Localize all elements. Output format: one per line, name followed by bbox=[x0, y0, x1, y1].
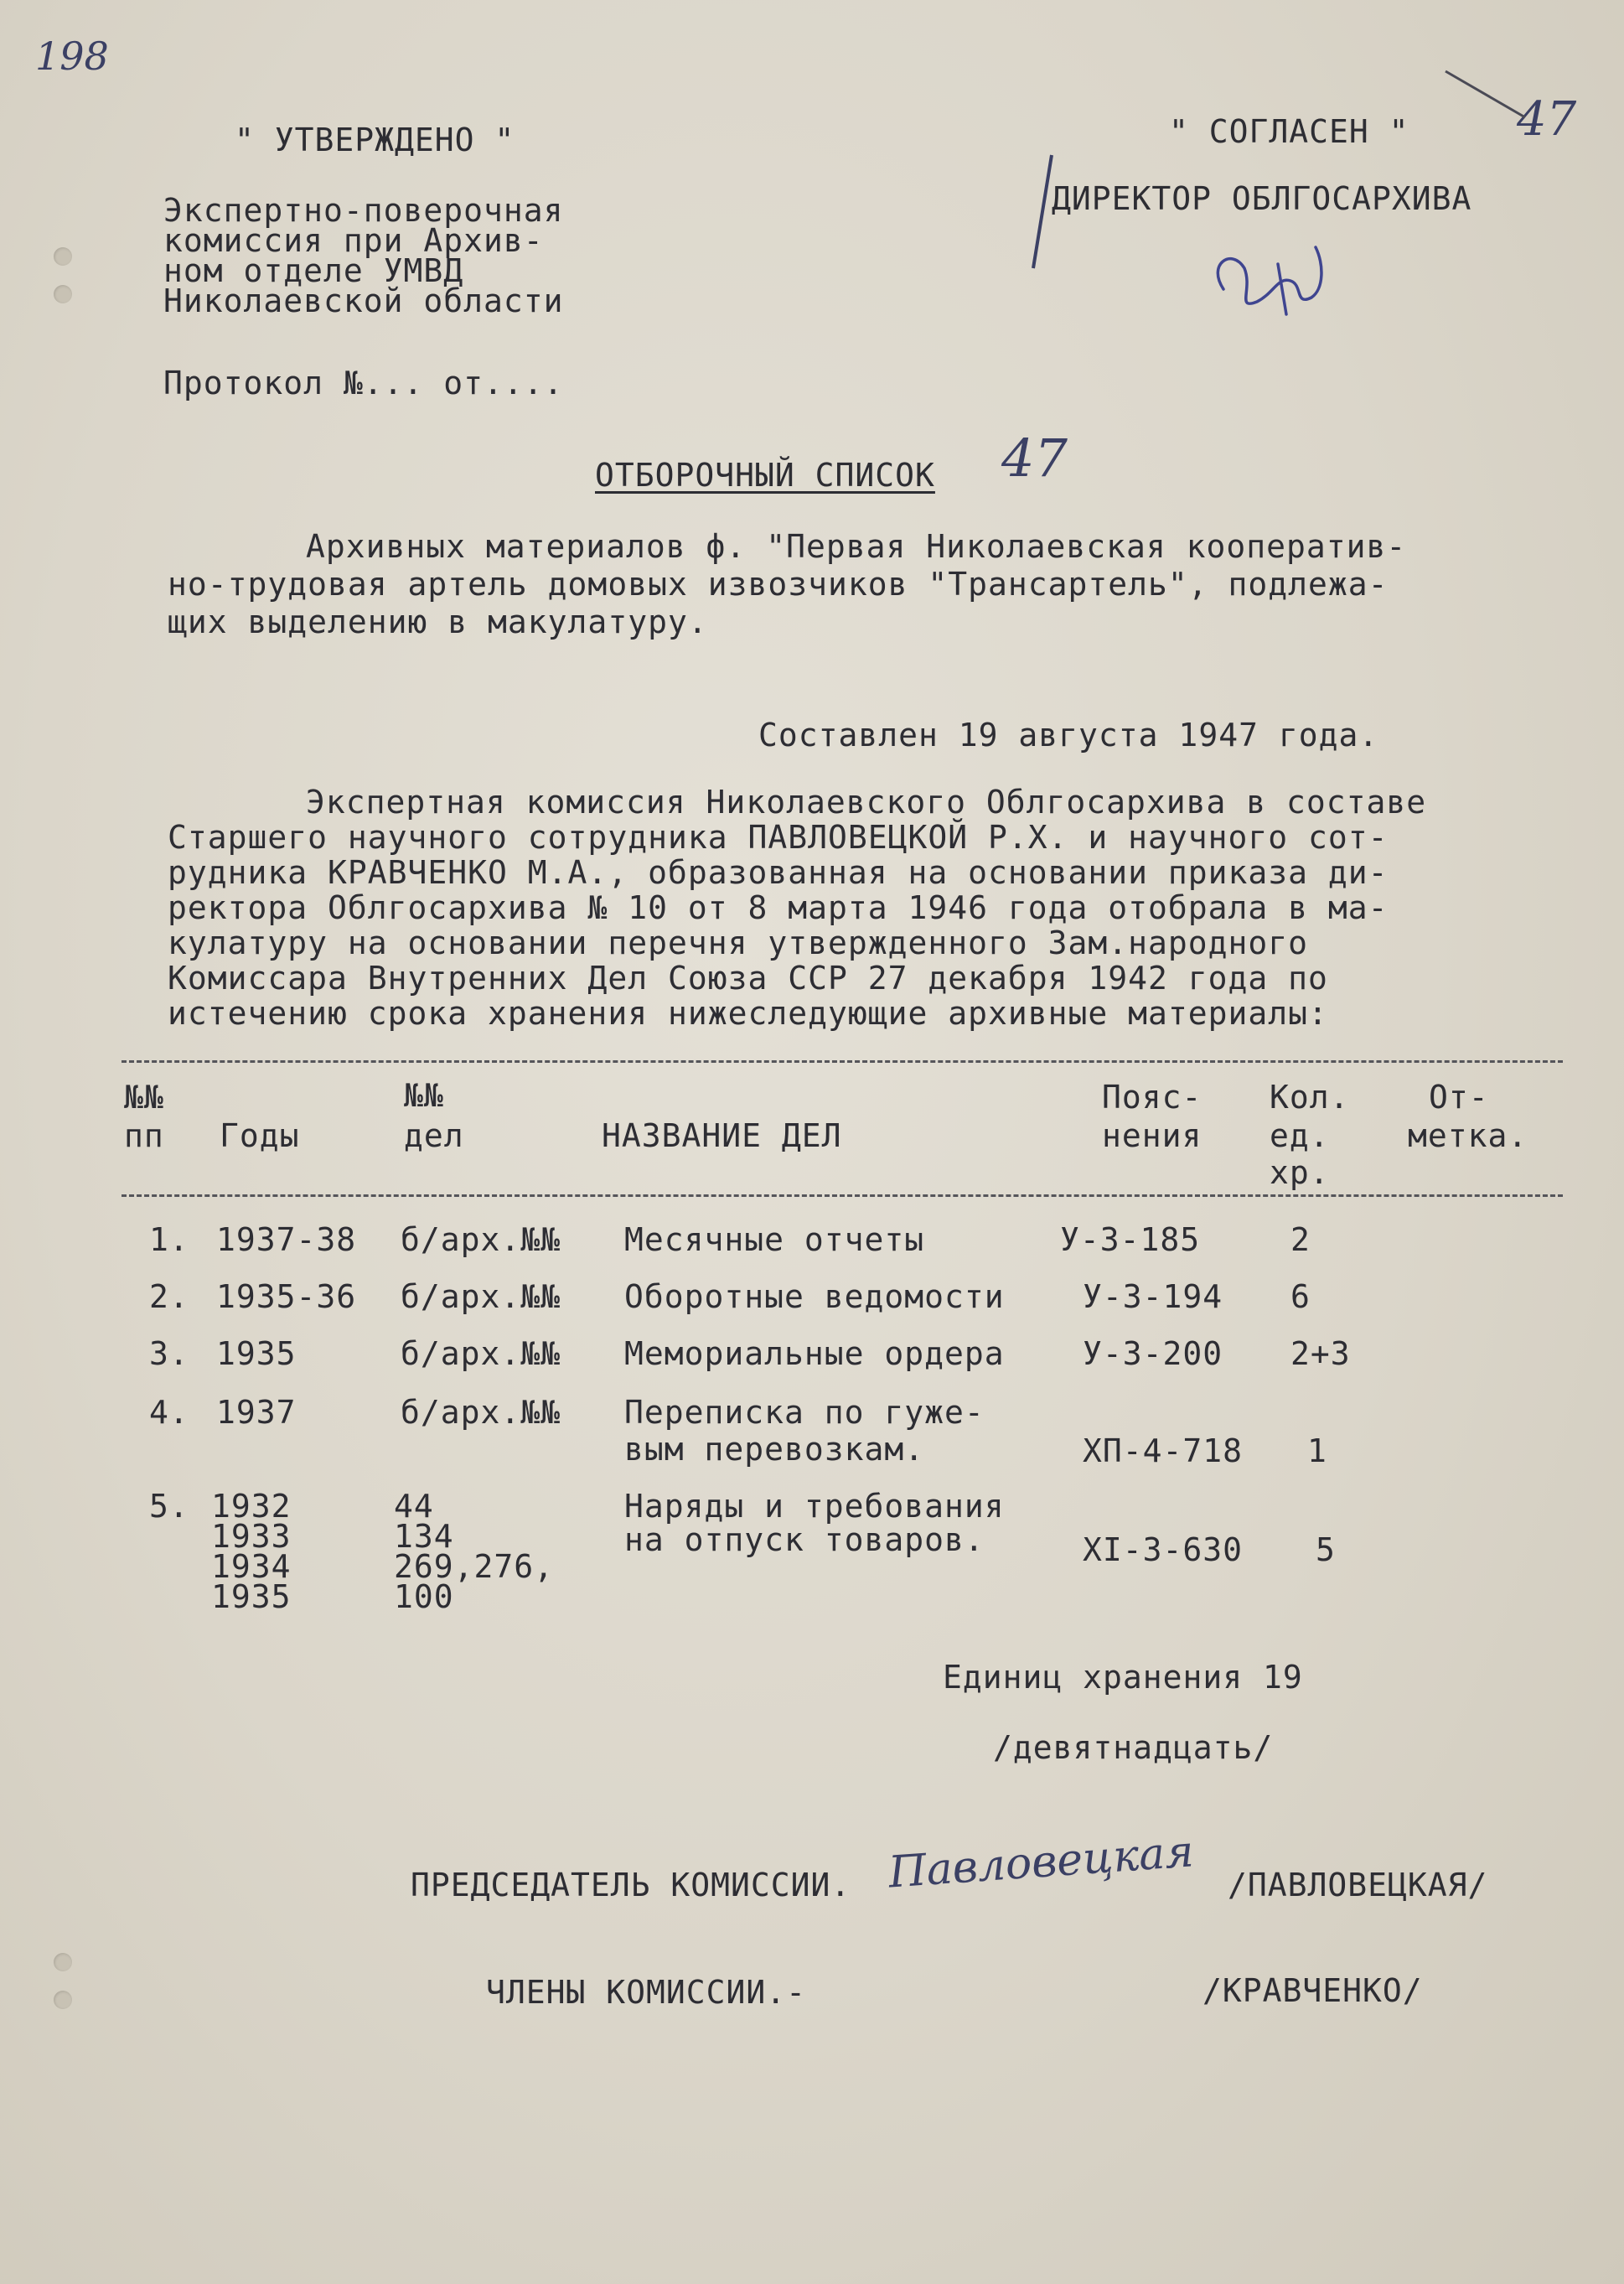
body-line-5: кулатуру на основании перечня утвержденного Зам.народного bbox=[168, 924, 1309, 961]
list-number-handwritten: 47 bbox=[1001, 427, 1068, 489]
header-years: Годы bbox=[220, 1117, 300, 1154]
table-top-rule bbox=[122, 1060, 1563, 1063]
header-notes-1: Пояс- bbox=[1102, 1079, 1202, 1116]
punch-hole bbox=[54, 247, 72, 266]
body-line-6: Комиссара Внутренних Дел Союза ССР 27 декабря 1942 года по bbox=[168, 960, 1328, 997]
body-line-2: Старшего научного сотрудника ПАВЛОВЕЦКОЙ Р.Х. и научного сот- bbox=[168, 819, 1389, 856]
row-years: 1935 bbox=[216, 1335, 297, 1372]
row-years: 1933 bbox=[211, 1518, 292, 1555]
row-years: 1937-38 bbox=[216, 1221, 357, 1258]
row-cases: 269,276, bbox=[394, 1548, 555, 1585]
row-num: 3. bbox=[149, 1335, 189, 1372]
row-cases: 100 bbox=[394, 1578, 454, 1615]
punch-hole bbox=[54, 1953, 72, 1971]
row-count: 1 bbox=[1307, 1432, 1327, 1469]
row-cases: б/арх.№№ bbox=[401, 1335, 561, 1372]
header-mark-1: От- bbox=[1429, 1079, 1489, 1116]
subtitle-line-3: щих выделению в макулатуру. bbox=[168, 603, 708, 640]
row-num: 4. bbox=[149, 1394, 189, 1431]
chairman-signature: Павловецкая bbox=[887, 1826, 1196, 1898]
header-cases-2: дел bbox=[404, 1117, 464, 1154]
row-years: 1934 bbox=[211, 1548, 292, 1585]
header-name: НАЗВАНИЕ ДЕЛ bbox=[602, 1117, 842, 1154]
row-notes: ХI-3-630 bbox=[1083, 1531, 1244, 1568]
row-name-cont: на отпуск товаров. bbox=[624, 1521, 985, 1558]
subtitle-line-1: Архивных материалов ф. "Первая Николаевская кооператив- bbox=[306, 528, 1407, 565]
row-notes: У-3-185 bbox=[1060, 1221, 1201, 1258]
body-line-4: ректора Облгосархива № 10 от 8 марта 1946 года отобрала в ма- bbox=[168, 889, 1389, 926]
row-name: Оборотные ведомости bbox=[624, 1278, 1005, 1315]
approved-line-3: ном отделе УМВД bbox=[163, 252, 464, 289]
row-years: 1935 bbox=[211, 1578, 292, 1615]
row-num: 5. bbox=[149, 1488, 189, 1525]
member-name: /КРАВЧЕНКО/ bbox=[1202, 1972, 1423, 2009]
body-line-1: Экспертная комиссия Николаевского Облгосархива в составе bbox=[306, 784, 1427, 821]
punch-hole bbox=[54, 1991, 72, 2009]
row-years: 1932 bbox=[211, 1488, 292, 1525]
row-name: Переписка по гуже- bbox=[624, 1394, 985, 1431]
row-name-cont: вым перевозкам. bbox=[624, 1431, 925, 1468]
body-line-3: рудника КРАВЧЕНКО М.А., образованная на основании приказа ди- bbox=[168, 854, 1389, 891]
punch-hole bbox=[54, 285, 72, 303]
header-count-1: Кол. bbox=[1270, 1079, 1350, 1116]
approved-line-1: Экспертно-поверочная bbox=[163, 192, 564, 229]
header-cases-1: №№ bbox=[404, 1077, 444, 1114]
row-notes: У-3-194 bbox=[1083, 1278, 1223, 1315]
members-label: ЧЛЕНЫ КОМИССИИ.- bbox=[486, 1974, 807, 2011]
director-signature bbox=[1198, 230, 1341, 331]
row-cases: б/арх.№№ bbox=[401, 1221, 561, 1258]
chairman-name: /ПАВЛОВЕЦКАЯ/ bbox=[1228, 1867, 1488, 1903]
approved-line-4: Николаевской области bbox=[163, 282, 564, 319]
row-notes: ХП-4-718 bbox=[1083, 1432, 1244, 1469]
compiled-date: Составлен 19 августа 1947 года. bbox=[758, 717, 1379, 754]
approved-line-2: комиссия при Архив- bbox=[163, 222, 544, 259]
storage-units-words: /девятнадцать/ bbox=[993, 1729, 1274, 1766]
pencil-strike-mark bbox=[1441, 59, 1533, 126]
protocol-line: Протокол №... от.... bbox=[163, 365, 564, 401]
row-cases: б/арх.№№ bbox=[401, 1278, 561, 1315]
row-name: Наряды и требования bbox=[624, 1488, 1005, 1525]
row-name: Мемориальные ордера bbox=[624, 1335, 1005, 1372]
chairman-label: ПРЕДСЕДАТЕЛЬ КОМИССИИ. bbox=[411, 1867, 851, 1903]
row-notes: У-3-200 bbox=[1083, 1335, 1223, 1372]
row-years: 1935-36 bbox=[216, 1278, 357, 1315]
agreed-title: ДИРЕКТОР ОБЛГОСАРХИВА bbox=[1052, 180, 1472, 217]
table-header-rule bbox=[122, 1194, 1563, 1197]
row-name: Месячные отчеты bbox=[624, 1221, 925, 1258]
header-count-3: хр. bbox=[1270, 1154, 1330, 1191]
list-title: ОТБОРОЧНЫЙ СПИСОК bbox=[595, 457, 935, 494]
header-num-2: пп bbox=[124, 1117, 164, 1154]
sheet-number-left: 198 bbox=[35, 34, 109, 79]
agreed-heading: " СОГЛАСЕН " bbox=[1169, 113, 1409, 150]
row-years: 1937 bbox=[216, 1394, 297, 1431]
subtitle-line-2: но-трудовая артель домовых извозчиков "Трансартель", подлежа- bbox=[168, 566, 1389, 603]
sheet-number-right: 47 bbox=[1517, 92, 1577, 147]
row-count: 2 bbox=[1290, 1221, 1311, 1258]
row-cases: б/арх.№№ bbox=[401, 1394, 561, 1431]
header-mark-2: метка. bbox=[1408, 1117, 1528, 1154]
body-line-7: истечению срока хранения нижеследующие архивные материалы: bbox=[168, 995, 1328, 1032]
row-count: 5 bbox=[1316, 1531, 1336, 1568]
row-count: 6 bbox=[1290, 1278, 1311, 1315]
row-num: 2. bbox=[149, 1278, 189, 1315]
row-count: 2+3 bbox=[1290, 1335, 1351, 1372]
header-notes-2: нения bbox=[1102, 1117, 1202, 1154]
header-num-1: №№ bbox=[124, 1079, 164, 1116]
approved-heading: " УТВЕРЖДЕНО " bbox=[235, 122, 515, 158]
header-count-2: ед. bbox=[1270, 1117, 1330, 1154]
row-cases: 134 bbox=[394, 1518, 454, 1555]
row-cases: 44 bbox=[394, 1488, 434, 1525]
storage-units-total: Единиц хранения 19 bbox=[943, 1659, 1303, 1696]
row-num: 1. bbox=[149, 1221, 189, 1258]
